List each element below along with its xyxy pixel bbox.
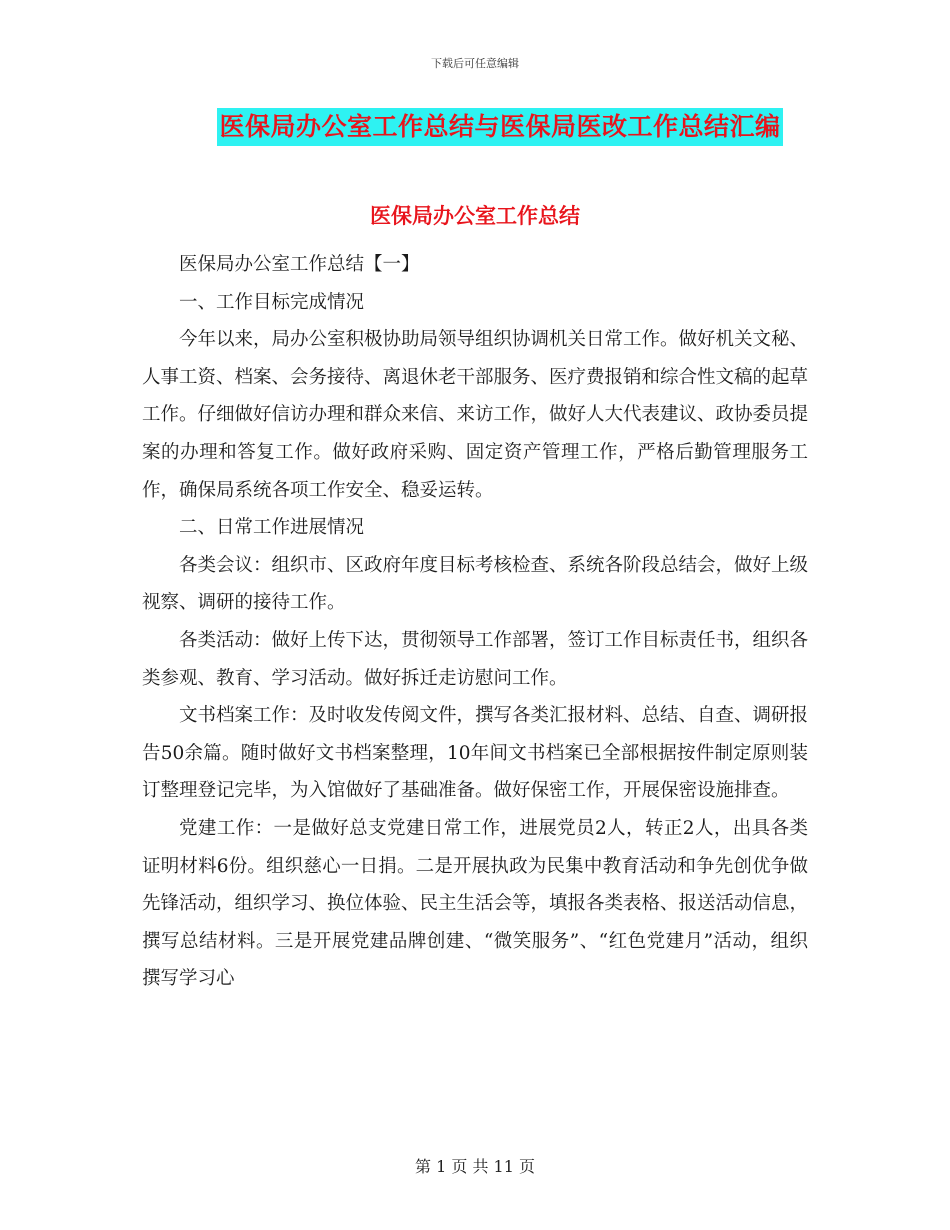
paragraph: 一、工作目标完成情况 bbox=[179, 291, 365, 313]
page-footer: 第 1 页 共 11 页 bbox=[415, 1157, 535, 1176]
paragraph: 各类会议：组织市、区政府年度目标考核检查、系统各阶段总结会，做好上级视察、调研的接待工作。 bbox=[142, 554, 809, 614]
paragraph: 二、日常工作进展情况 bbox=[179, 517, 365, 539]
paragraph: 党建工作：一是做好总支党建日常工作，进展党员2人，转正2人，出具各类证明材料6份。组织慈心一日捐。二是开展执政为民集中教育活动和争先创优争做先锋活动，组织学习、换位体验、民主生活会等，填报各类表格、报送活动信息，撰写总结材料。三是开展党建品牌创建、“微笑服务”、“红色党建月”活动，组织撰写学习心 bbox=[142, 817, 809, 990]
paragraph: 医保局办公室工作总结【一】 bbox=[179, 254, 420, 275]
document-body bbox=[142, 246, 808, 998]
paragraph: 各类活动：做好上传下达，贯彻领导工作部署，签订工作目标责任书，组织各类参观、教育、学习活动。做好拆迁走访慰问工作。 bbox=[142, 629, 809, 689]
paragraph: 今年以来，局办公室积极协助局领导组织协调机关日常工作。做好机关文秘、人事工资、档案、会务接待、离退休老干部服务、医疗费报销和综合性文稿的起草工作。仔细做好信访办理和群众来信、来访工作，做好人大代表建议、政协委员提案的办理和答复工作。做好政府采购、固定资产管理工作，严格后勤管理服务工作，确保局系统各项工作安全、稳妥运转。 bbox=[142, 329, 809, 501]
header-note: 下载后可任意编辑 bbox=[431, 57, 519, 70]
document-title: 医保局办公室工作总结与医保局医改工作总结汇编 bbox=[217, 108, 782, 146]
paragraph: 文书档案工作：及时收发传阅文件，撰写各类汇报材料、总结、自查、调研报告50余篇。随时做好文书档案整理，10年间文书档案已全部根据按件制定原则装订整理登记完毕，为入馆做好了基础准备。做好保密工作，开展保密设施排查。 bbox=[142, 705, 809, 802]
section-title: 医保局办公室工作总结 bbox=[370, 204, 580, 228]
document-title-container bbox=[0, 108, 950, 146]
